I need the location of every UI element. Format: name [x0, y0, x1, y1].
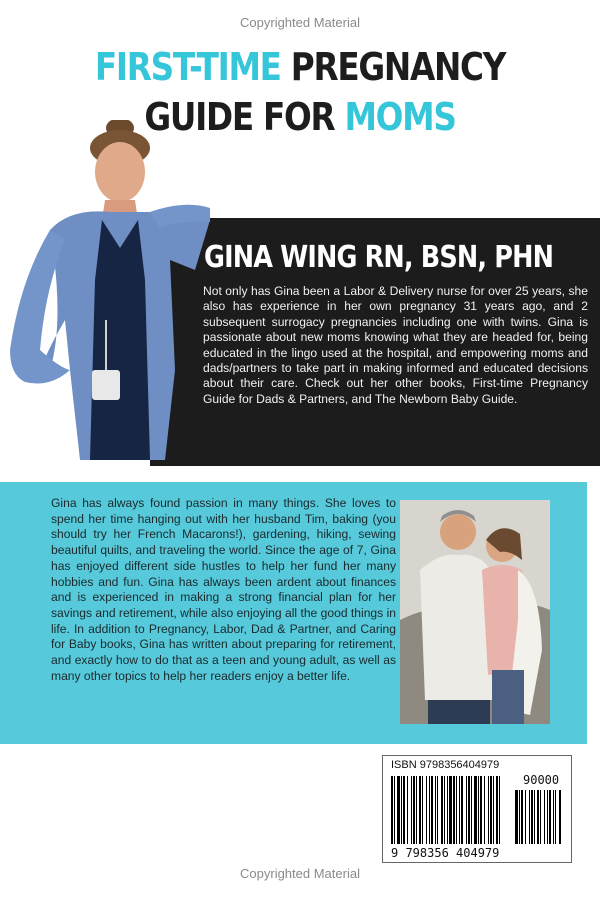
title-word-moms: MOMS	[344, 95, 456, 139]
title-word-pregnancy: PREGNANCY	[290, 45, 506, 89]
author-bio-panel	[150, 218, 600, 466]
author-photo	[10, 120, 210, 470]
barcode-number: 9 798356 404979	[391, 846, 500, 860]
title-line-1	[42, 42, 558, 92]
isbn-text: ISBN 9798356404979	[391, 759, 500, 771]
author-bio-text: Not only has Gina been a Labor & Delivery nurse for over 25 years, she also has experience in her own pregnancy 31 years ago, and 2 subsequent surrogacy pregnancies including one with twins. Gina is passionate about new moms knowing what they are headed for, being educated in the lingo used at the hospital, and empowering moms and dads/partners to take part in making informed and educated decisions about their care. Check out her other books, First-time Pregnancy Guide for Dads & Partners, and The Newborn Baby Guide.	[203, 284, 588, 406]
author-name: GINA WING RN, BSN, PHN	[204, 240, 554, 275]
couple-photo	[400, 500, 550, 724]
title-word-first-time: FIRST-TIME	[94, 45, 281, 89]
about-text: Gina has always found passion in many things. She loves to spend her time hanging out with her husband Tim, baking (you should try her French Macarons!), gardening, hiking, sewing beautiful quilts, and traveling the world. Since the age of 7, Gina has enjoyed different side hustles to help her fund her many hobbies and fun. Gina has always been ardent about finances and is experienced in making a strong financial plan for her savings and retirement, while also enjoying all the good things in life. In addition to Pregnancy, Labor, Dad & Partner, and Caring for Baby books, Gina has written about preparing for retirement, and exactly how to do that as a teen and young adult, as well as many other topics to help her readers enjoy a better life.	[51, 496, 396, 683]
title-word-guide-for: GUIDE FOR	[144, 95, 335, 139]
about-panel	[0, 482, 587, 744]
watermark-top: Copyrighted Material	[240, 15, 360, 30]
watermark-bottom: Copyrighted Material	[240, 866, 360, 881]
barcode-label	[382, 755, 572, 863]
price-code: 90000	[523, 773, 560, 787]
